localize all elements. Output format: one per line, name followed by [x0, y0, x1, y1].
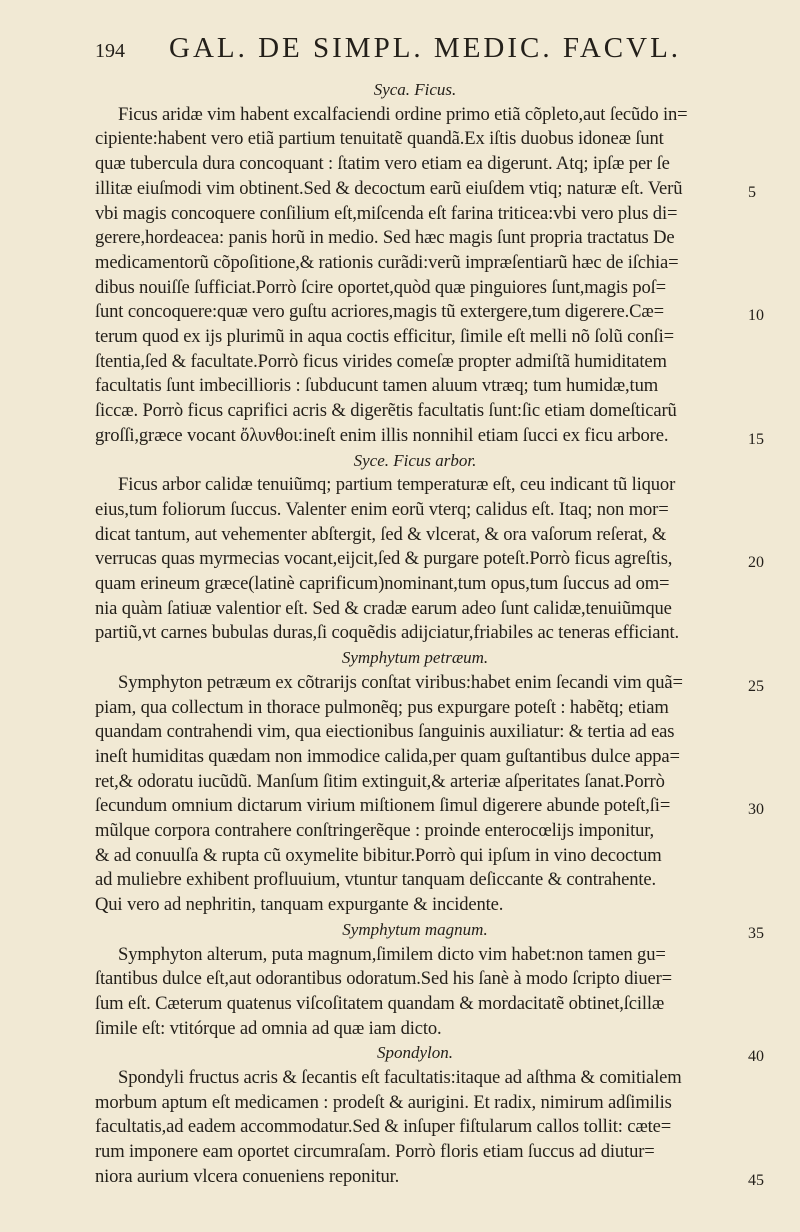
margin-line-number: 5: [748, 183, 756, 201]
text-line: ineſt humiditas quædam non immodice calida,per quam guſtantibus dulce appa=: [95, 745, 680, 767]
text-line: Ficus aridæ vim habent excalfaciendi ordine primo etiã cõpleto,aut ſecũdo in=: [118, 103, 688, 125]
section-heading: Symphytum petræum.: [341, 648, 489, 668]
margin-line-number: 25: [748, 677, 764, 695]
text-line: Qui vero ad nephritin, tanquam expurgante & incidente.: [95, 894, 504, 916]
text-line: ſecundum omnium dictarum virium miſtionem ſimul digerere abunde poteſt,ſi=: [95, 795, 671, 817]
section-heading: Syca. Ficus.: [373, 80, 457, 99]
text-line: cipiente:habent vero etiã partium tenuitatẽ quandã.Ex iſtis duobus idoneæ ſunt: [95, 128, 664, 150]
section-heading: Spondylon.: [376, 1043, 454, 1063]
text-line: & ad conuulſa & rupta cũ oxymelite bibitur.Porrò qui ipſum in vino decoctum: [95, 844, 662, 866]
margin-line-number: 40: [748, 1048, 764, 1066]
text-line: partiũ,vt carnes bubulas duras,ſi coquẽdis adijciatur,friabiles ac teneras efficiant.: [95, 622, 680, 644]
margin-line-number: 10: [748, 307, 764, 325]
section-heading: Symphytum magnum.: [342, 919, 488, 939]
text-line: medicamentorũ cõpoſitione,& rationis curãdi:verũ impræſentiarũ hæc de iſchia=: [95, 251, 679, 273]
section-heading: Syce. Ficus arbor.: [353, 450, 477, 470]
page-number: 194: [95, 40, 125, 62]
text-line: ret,& odoratu iucũdũ. Manſum ſitim extinguit,& arteriæ aſperitates ſanat.Porrò: [95, 770, 665, 792]
text-line: niora aurium vlcera conueniens reponitur.: [95, 1165, 400, 1187]
text-line: vbi magis concoquere conſilium eſt,miſcenda eſt farina triticea:vbi vero plus di=: [95, 202, 678, 224]
text-line: ſum eſt. Cæterum quatenus viſcoſitatem quandam & mordacitatẽ obtinet,ſcillæ: [95, 992, 665, 1014]
text-line: terum quod ex ijs plurimũ in aqua coctis efficitur, ſimile eſt melli nõ ſolũ conſi=: [95, 326, 674, 347]
text-line: dibus nouiſſe ſufficiat.Porrò ſcire oportet,quòd quæ pinguiores ſunt,magis poſ=: [95, 276, 667, 298]
text-line: ad muliebre exhibent profluuium, vtuntur tanquam deſiccante & contrahente.: [95, 869, 656, 891]
text-line: ſiccæ. Porrò ficus caprifici acris & digerẽtis facultatis ſunt:ſic etiam domeſticarũ: [95, 400, 677, 422]
margin-line-number: 20: [748, 554, 764, 572]
margin-line-number: 30: [748, 801, 764, 819]
text-line: nia quàm ſatiuæ valentior eſt. Sed & cradæ earum adeo ſunt calidæ,tenuiũmque: [95, 597, 672, 619]
running-title: GAL. DE SIMPL. MEDIC. FACVL.: [169, 32, 682, 64]
text-line: dicat tantum, aut vehementer abſtergit, ſed & vlcerat, & ora vaſorum reſerat, &: [95, 523, 667, 545]
text-line: Symphyton petræum ex cõtrarijs conſtat viribus:habet enim ſecandi vim quã=: [118, 671, 683, 693]
text-line: Spondyli fructus acris & ſecantis eſt facultatis:itaque ad aſthma & comitialem: [118, 1067, 682, 1088]
text-line: rum imponere eam oportet circumraſam. Porrò floris etiam ſuccus ad diutur=: [95, 1141, 655, 1163]
text-line: groſſi,græce vocant ὄλυνθοι:ineſt enim illis nonnihil etiam ſucci ex ficu arbore.: [95, 424, 669, 446]
text-line: verrucas quas myrmecias vocant,eijcit,ſed & purgare poteſt.Porrò ficus agreſtis,: [95, 548, 673, 570]
text-line: gerere,hordeacea: panis horũ in medio. Sed hæc magis ſunt propria tractatus De: [95, 227, 675, 249]
margin-line-number: 45: [748, 1171, 764, 1189]
margin-line-number: 35: [748, 924, 764, 942]
text-line: piam, qua collectum in thorace pulmonẽq; pus expurgare poteſt : habẽtq; etiam: [95, 696, 669, 718]
text-line: quæ tubercula dura concoquant : ſtatim vero etiam ea digerunt. Atq; ipſæ per ſe: [95, 153, 670, 175]
text-line: mũlque corpora contrahere conſtringerẽque : proinde enterocœlijs imponitur,: [95, 820, 655, 841]
text-line: eius,tum foliorum ſuccus. Valenter enim eorũ vterq; calidus eſt. Itaq; non mor=: [95, 498, 669, 520]
page-header: [95, 32, 735, 68]
text-line: ſtentia,ſed & facultate.Porrò ficus virides comeſæ propter admiſtã humiditatem: [95, 350, 667, 372]
text-line: quam erineum græce(latinè caprificum)nominant,tum opus,tum ſuccus ad om=: [95, 573, 670, 594]
text-line: ſunt concoquere:quæ vero guſtu acriores,magis tũ extergere,tum digerere.Cæ=: [95, 301, 664, 323]
text-line: facultatis,ad eadem accommodatur.Sed & inſuper fiſtularum callos tollit: cæte=: [95, 1116, 672, 1138]
text-line: ſimile eſt: vtitórque ad omnia ad quæ iam dicto.: [95, 1017, 442, 1039]
text-line: Ficus arbor calidæ tenuiũmq; partium temperaturæ eſt, ceu indicant tũ liquor: [118, 474, 676, 496]
text-line: quandam contrahendi vim, qua eiectionibus ſanguinis auxiliatur: & tertia ad eas: [95, 721, 675, 743]
text-line: facultatis ſunt imbecillioris : ſubducunt tamen aluum vtræq; tum humidæ,tum: [95, 375, 659, 397]
text-line: morbum aptum eſt medicamen : prodeſt & aurigini. Et radix, nimirum adſimilis: [95, 1091, 672, 1113]
text-line: ſtantibus dulce eſt,aut odorantibus odoratum.Sed his ſanè à modo ſcripto diuer=: [95, 968, 672, 990]
margin-line-number: 15: [748, 430, 764, 448]
text-line: Symphyton alterum, puta magnum,ſimilem dicto vim habet:non tamen gu=: [118, 943, 666, 965]
text-line: illitæ eiuſmodi vim obtinent.Sed & decoctum earũ eiuſdem vtiq; naturæ eſt. Verũ: [95, 177, 683, 199]
